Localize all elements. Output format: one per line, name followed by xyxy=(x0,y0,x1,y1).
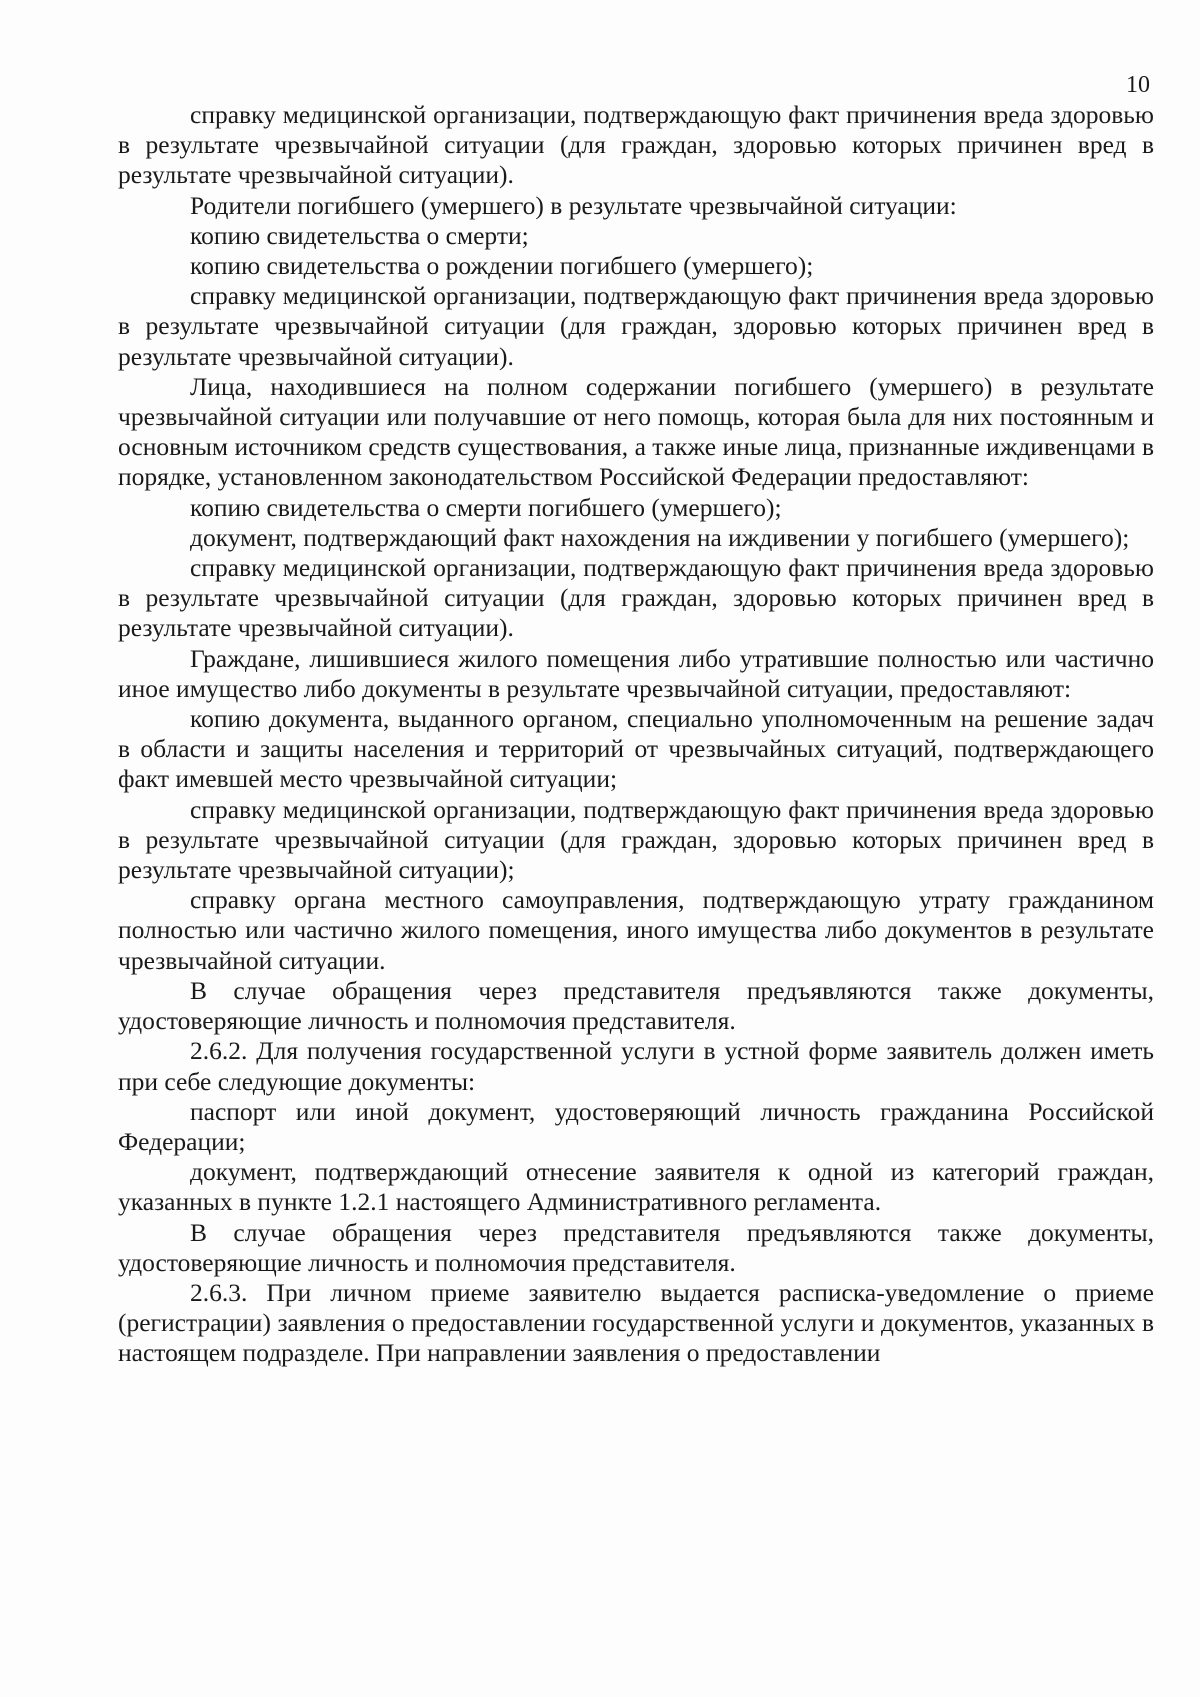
paragraph: Граждане, лишившиеся жилого помещения либо утратившие полностью или частично иное имущество либо документы в результате чрезвычайной ситуации, предоставляют: xyxy=(118,643,1154,703)
paragraph: паспорт или иной документ, удостоверяющий личность гражданина Российской Федерации; xyxy=(118,1096,1154,1156)
paragraph: Родители погибшего (умершего) в результате чрезвычайной ситуации: xyxy=(190,190,957,220)
document-body xyxy=(118,100,1154,1369)
paragraph: копию свидетельства о смерти; xyxy=(190,220,529,250)
paragraph: справку медицинской организации, подтверждающую факт причинения вреда здоровью в результате чрезвычайной ситуации (для граждан, здоровью которых причинен вред в результате чрезвычайной ситуации). xyxy=(118,281,1154,371)
paragraph: документ, подтверждающий отнесение заявителя к одной из категорий граждан, указанных в пункте 1.2.1 настоящего Административного регламента. xyxy=(118,1157,1154,1217)
paragraph: копию свидетельства о смерти погибшего (умершего); xyxy=(190,492,782,522)
paragraph: 2.6.2. Для получения государственной услуги в устной форме заявитель должен иметь при себе следующие документы: xyxy=(118,1036,1154,1096)
paragraph: справку медицинской организации, подтверждающую факт причинения вреда здоровью в результате чрезвычайной ситуации (для граждан, здоровью которых причинен вред в результате чрезвычайной ситуации). xyxy=(118,100,1154,190)
paragraph: справку органа местного самоуправления, подтверждающую утрату гражданином полностью или частично жилого помещения, иного имущества либо документов в результате чрезвычайной ситуации. xyxy=(118,885,1154,975)
page-number: 10 xyxy=(1126,72,1150,98)
paragraph: копию документа, выданного органом, специально уполномоченным на решение задач в области и защиты населения и территорий от чрезвычайных ситуаций, подтверждающего факт имевшей место чрезвычайной ситуации; xyxy=(118,704,1154,794)
paragraph: справку медицинской организации, подтверждающую факт причинения вреда здоровью в результате чрезвычайной ситуации (для граждан, здоровью которых причинен вред в результате чрезвычайной ситуации); xyxy=(118,794,1154,885)
paragraph: справку медицинской организации, подтверждающую факт причинения вреда здоровью в результате чрезвычайной ситуации (для граждан, здоровью которых причинен вред в результате чрезвычайной ситуации). xyxy=(118,553,1154,643)
paragraph: Лица, находившиеся на полном содержании погибшего (умершего) в результате чрезвычайной ситуации или получавшие от него помощь, которая была для них постоянным и основным источником средств существования, а также иные лица, признанные иждивенцами в порядке, установленном законодательством Российской Федерации предоставляют: xyxy=(118,371,1154,492)
paragraph: 2.6.3. При личном приеме заявителю выдается расписка-уведомление о приеме (регистрации) заявления о предоставлении государственной услуги и документов, указанных в настоящем подразделе. При направлении заявления о предоставлении xyxy=(118,1277,1154,1368)
paragraph: В случае обращения через представителя предъявляются также документы, удостоверяющие личность и полномочия представителя. xyxy=(118,975,1154,1036)
paragraph: документ, подтверждающий факт нахождения на иждивении у погибшего (умершего); xyxy=(190,522,1130,552)
paragraph: копию свидетельства о рождении погибшего (умершего); xyxy=(190,251,814,281)
paragraph: В случае обращения через представителя предъявляются также документы, удостоверяющие личность и полномочия представителя. xyxy=(118,1217,1154,1277)
